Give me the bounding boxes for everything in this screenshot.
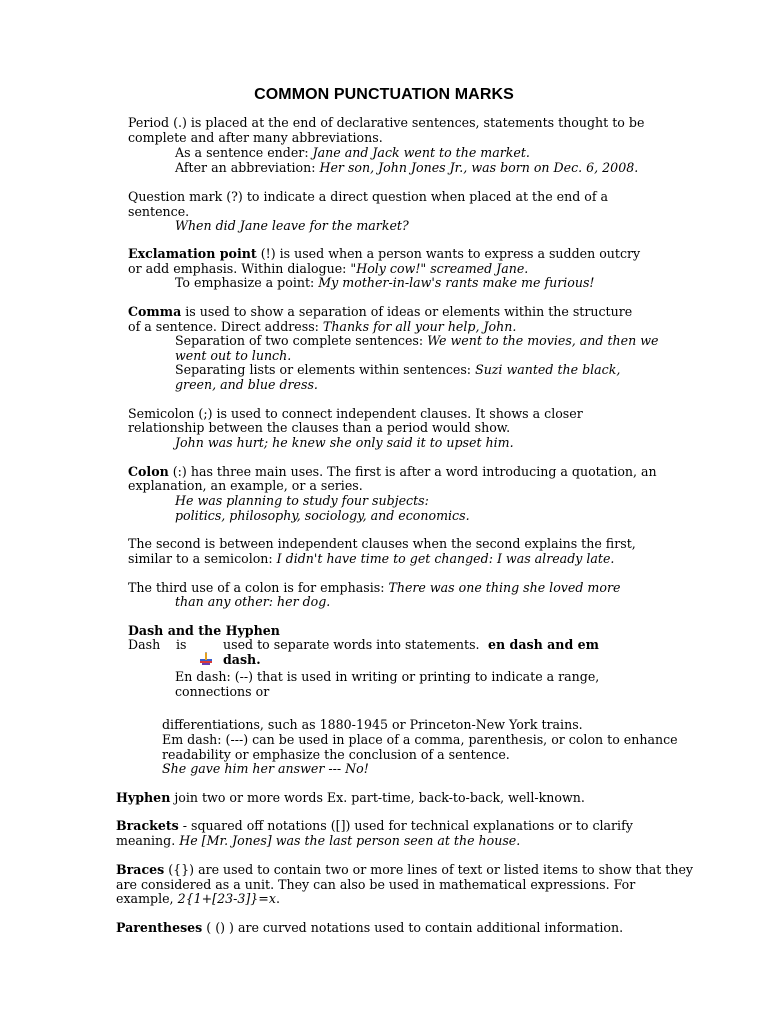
- brackets-line-1: Brackets - squared off notations ([]) used for technical explanations or to clarify: [116, 818, 633, 833]
- comma-example-2: Separating lists or elements within sentences: Suzi wanted the black,: [175, 362, 621, 377]
- exclamation-example: To emphasize a point: My mother-in-law's rants make me furious!: [175, 275, 595, 290]
- braces-line-1: Braces ({}) are used to contain two or more lines of text or listed items to show that they: [116, 862, 694, 877]
- comma-line-1: Comma is used to show a separation of ideas or elements within the structure: [128, 304, 633, 319]
- period-line-2: complete and after many abbreviations.: [128, 130, 383, 145]
- semicolon-term: Semicolon: [128, 406, 195, 421]
- comma-example-2-cont: green, and blue dress.: [175, 377, 318, 392]
- semicolon-example: John was hurt; he knew she only said it to upset him.: [175, 435, 514, 450]
- comma-example-1-cont: went out to lunch.: [175, 348, 292, 363]
- parentheses-term: Parentheses: [116, 920, 203, 935]
- hyphen-line: Hyphen join two or more words Ex. part-time, back-to-back, well-known.: [116, 790, 585, 805]
- en-dash-line-1: En dash: (--) that is used in writing or printing to indicate a range,: [175, 669, 600, 684]
- exclamation-line-2: or add emphasis. Within dialogue: "Holy cow!" screamed Jane.: [128, 261, 529, 276]
- question-line-2: sentence.: [128, 204, 190, 219]
- period-example-1: As a sentence ender: Jane and Jack went to the market.: [175, 145, 530, 160]
- dash-term: Dash: [128, 637, 161, 652]
- en-dash-line-2: connections or: [175, 684, 270, 699]
- period-example-2: After an abbreviation: Her son, John Jones Jr., was born on Dec. 6, 2008.: [175, 160, 639, 175]
- brackets-line-2: meaning. He [Mr. Jones] was the last person seen at the house.: [116, 833, 521, 848]
- exclamation-term: Exclamation point: [128, 246, 257, 261]
- pen-icon: [197, 652, 215, 667]
- braces-line-3: example, 2{1+[23-3]}=x.: [116, 891, 280, 906]
- braces-line-2: are considered as a unit. They can also be used in mathematical expressions. For: [116, 877, 636, 892]
- en-dash-line-3: differentiations, such as 1880-1945 or Princeton-New York trains.: [162, 717, 583, 732]
- brackets-term: Brackets: [116, 818, 179, 833]
- dash-heading: Dash and the Hyphen: [128, 623, 280, 638]
- comma-line-2: of a sentence. Direct address: Thanks for all your help, John.: [128, 319, 517, 334]
- dash-line-1: Dash is used to separate words into statements. en dash and em: [128, 637, 599, 652]
- colon-line-1: Colon (:) has three main uses. The first is after a word introducing a quotation, an: [128, 464, 657, 479]
- page-title: COMMON PUNCTUATION MARKS: [254, 86, 514, 103]
- period-line-1: Period (.) is placed at the end of declarative sentences, statements thought to be: [128, 115, 645, 130]
- comma-example-1: Separation of two complete sentences: We went to the movies, and then we: [175, 333, 659, 348]
- question-term: Question mark: [128, 189, 223, 204]
- em-dash-line-2: readability or emphasize the conclusion of a sentence.: [162, 747, 510, 762]
- colon-third-line-1: The third use of a colon is for emphasis: There was one thing she loved more: [128, 580, 621, 595]
- colon-term: Colon: [128, 464, 169, 479]
- em-dash-example: She gave him her answer --- No!: [162, 761, 369, 776]
- colon-line-2: explanation, an example, or a series.: [128, 478, 363, 493]
- question-line-1: Question mark (?) to indicate a direct question when placed at the end of a: [128, 189, 609, 204]
- parentheses-line: Parentheses ( () ) are curved notations used to contain additional information.: [116, 920, 624, 935]
- em-dash-line-1: Em dash: (---) can be used in place of a comma, parenthesis, or colon to enhance: [162, 732, 678, 747]
- semicolon-line-2: relationship between the clauses than a period would show.: [128, 420, 511, 435]
- colon-example-1: He was planning to study four subjects:: [175, 493, 429, 508]
- semicolon-line-1: Semicolon (;) is used to connect independent clauses. It shows a closer: [128, 406, 583, 421]
- braces-term: Braces: [116, 862, 165, 877]
- colon-example-2: politics, philosophy, sociology, and economics.: [175, 508, 470, 523]
- colon-second-line-2: similar to a semicolon: I didn't have time to get changed: I was already late.: [128, 551, 615, 566]
- question-example: When did Jane leave for the market?: [175, 218, 409, 233]
- colon-second-line-1: The second is between independent clauses when the second explains the first,: [128, 536, 636, 551]
- colon-third-line-2: than any other: her dog.: [175, 594, 331, 609]
- hyphen-term: Hyphen: [116, 790, 171, 805]
- comma-term: Comma: [128, 304, 182, 319]
- exclamation-line-1: Exclamation point (!) is used when a person wants to express a sudden outcry: [128, 246, 641, 261]
- dash-line-1-cont: dash.: [223, 652, 261, 667]
- period-term: Period: [128, 115, 170, 130]
